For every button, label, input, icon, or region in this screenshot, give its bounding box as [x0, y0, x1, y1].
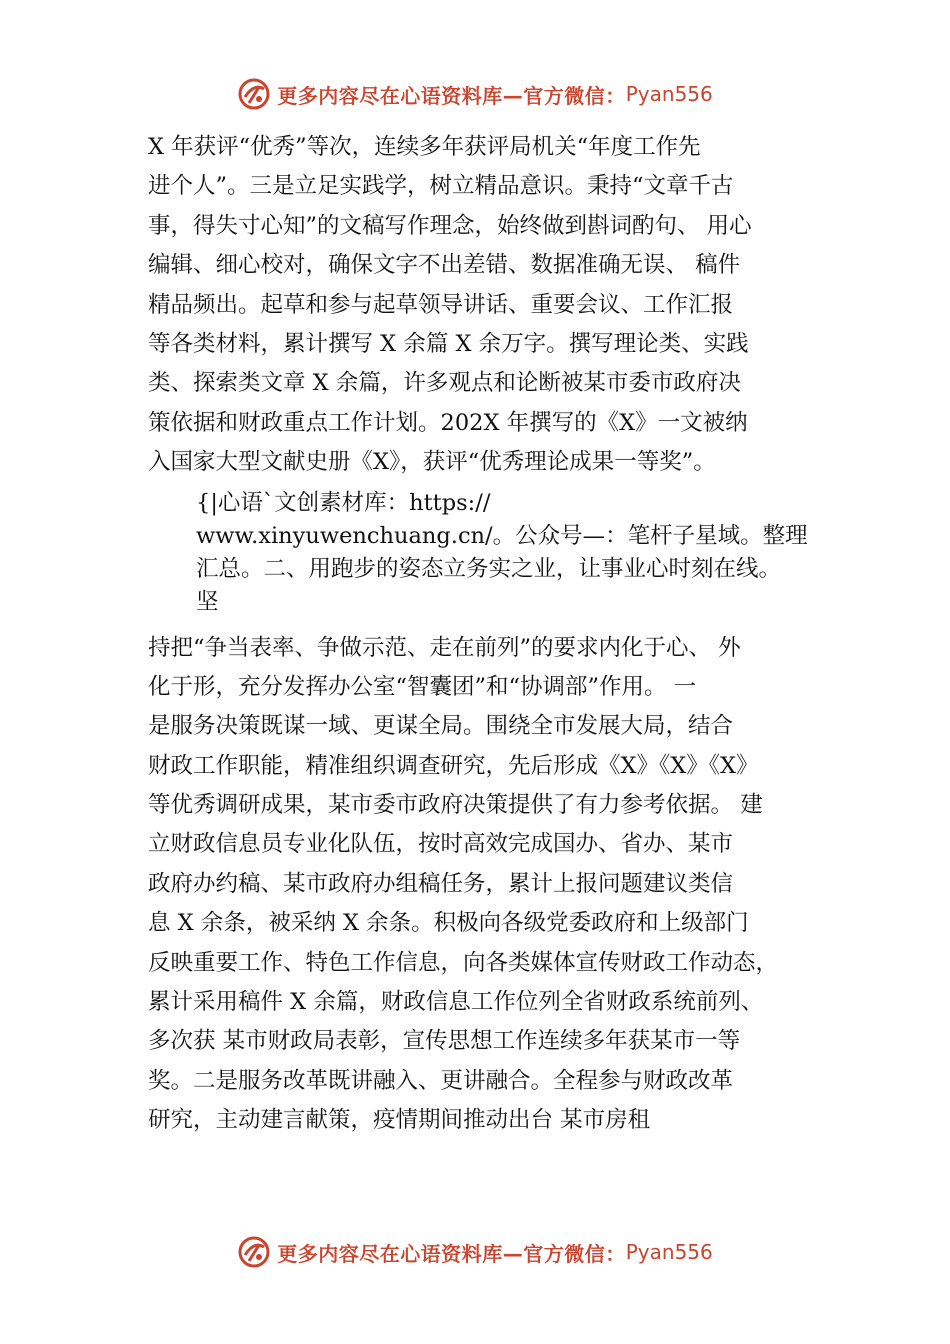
text-line: 息 X 余条，被采纳 X 余条。积极向各级党委政府和上级部门 — [148, 910, 749, 937]
header-banner-text: 更多内容尽在心语资料库—官方微信： — [277, 83, 626, 108]
text-line: www.xinyuwenchuang.cn/。公众号—：笔杆子星域。整理 — [196, 522, 808, 549]
text-line: 坚 — [196, 588, 219, 615]
document-body — [148, 128, 848, 1141]
brand-logo-icon — [237, 77, 271, 111]
header-banner — [0, 74, 950, 114]
text-line: 研究，主动建言献策，疫情期间推动出台 某市房租 — [148, 1107, 651, 1134]
footer-banner-text: 更多内容尽在心语资料库—官方微信： — [277, 1241, 626, 1266]
text-line: 奖。二是服务改革既讲融入、更讲融合。全程参与财政改革 — [148, 1067, 734, 1094]
text-line: 是服务决策既谋一域、更谋全局。围绕全市发展大局，结合 — [148, 713, 734, 740]
text-line: 策依据和财政重点工作计划。202X 年撰写的《X》一文被纳 — [148, 409, 748, 436]
brand-logo-icon — [237, 1235, 271, 1269]
text-line: 累计采用稿件 X 余篇，财政信息工作位列全省财政系统前列、 — [148, 989, 764, 1016]
text-line: 等优秀调研成果，某市委市政府决策提供了有力参考依据。 建 — [148, 792, 763, 819]
text-line: 编辑、细心校对，确保文字不出差错、数据准确无误、 稿件 — [148, 252, 741, 279]
text-line: 等各类材料，累计撰写 X 余篇 X 余万字。撰写理论类、实践 — [148, 330, 749, 357]
text-line: 立财政信息员专业化队伍，按时高效完成国办、省办、某市 — [148, 831, 734, 858]
text-line: 进个人”。三是立足实践学，树立精品意识。秉持“文章千古 — [148, 173, 734, 200]
text-line: 持把“争当表率、争做示范、走在前列”的要求内化于心、 外 — [148, 634, 741, 661]
text-line: X 年获评“优秀”等次，连续多年获评局机关“年度工作先 — [148, 134, 701, 160]
text-line: 反映重要工作、特色工作信息，向各类媒体宣传财政工作动态， — [148, 949, 779, 976]
text-line: 汇总。二、用跑步的姿态立务实之业，让事业心时刻在线。 — [196, 555, 782, 582]
text-line: 入国家大型文献史册《X》，获评“优秀理论成果一等奖”。 — [148, 449, 716, 476]
text-line: 类、探索类文章 X 余篇，许多观点和论断被某市委市政府决 — [148, 370, 741, 397]
text-line: 化于形，充分发挥办公室“智囊团”和“协调部”作用。 一 — [148, 673, 697, 700]
watermark-block — [148, 487, 848, 619]
text-line: 政府办约稿、某市政府办组稿任务，累计上报问题建议类信 — [148, 870, 734, 897]
footer-banner — [0, 1232, 950, 1272]
text-line: 事，得失寸心知”的文稿写作理念，始终做到斟词酌句、 用心 — [148, 212, 752, 239]
text-line: 精品频出。起草和参与起草领导讲话、重要会议、工作汇报 — [148, 291, 734, 318]
header-wechat-id: Pyan556 — [625, 82, 713, 106]
text-line: 多次获 某市财政局表彰，宣传思想工作连续多年获某市一等 — [148, 1028, 741, 1055]
paragraph-2 — [148, 629, 848, 1141]
footer-wechat-id: Pyan556 — [625, 1240, 713, 1264]
text-line: 财政工作职能，精准组织调查研究，先后形成《X》《X》《X》 — [148, 752, 759, 779]
text-line: {|心语`文创素材库：https:// — [196, 489, 491, 516]
paragraph-1 — [148, 128, 848, 483]
